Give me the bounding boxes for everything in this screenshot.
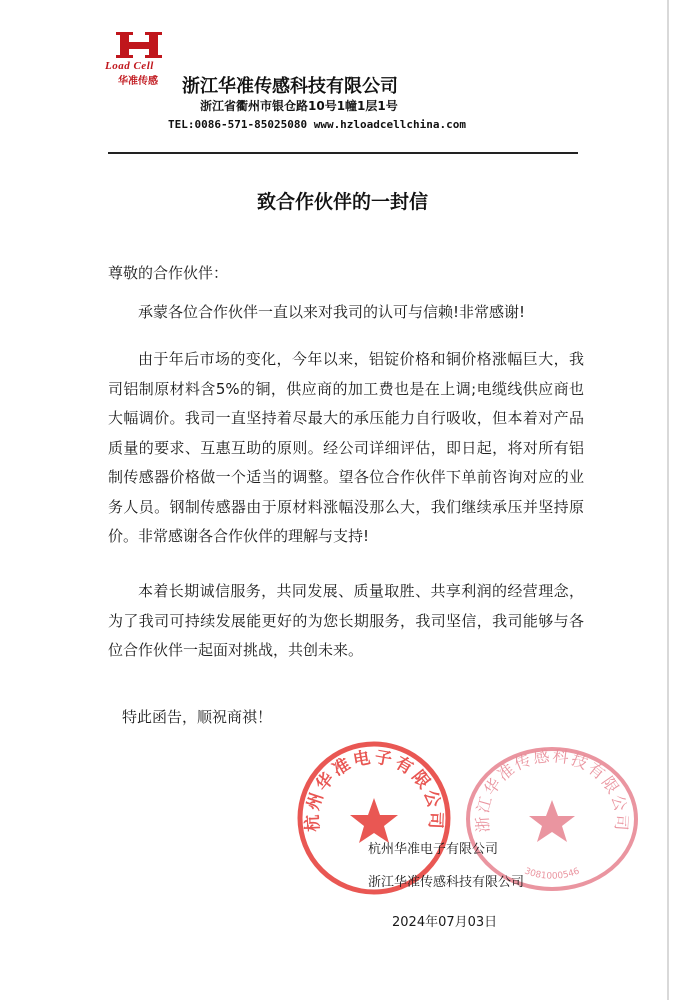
svg-text:浙江华准传感科技有限公司: 浙江华准传感科技有限公司 xyxy=(472,746,632,834)
logo-text: Load Cell xyxy=(105,60,154,72)
page-edge-line xyxy=(667,0,669,1000)
letter-date: 2024年07月03日 xyxy=(392,915,498,930)
company-address: 浙江省衢州市银仓路10号1幢1层1号 xyxy=(200,99,398,113)
svg-text:杭州华准电子有限公司: 杭州华准电子有限公司 xyxy=(302,747,446,833)
logo-chinese-name: 华准传感 xyxy=(118,76,158,87)
paragraph-commitment: 本着长期诚信服务，共同发展、质量取胜、共享利润的经营理念，为了我司可持续发展能更好的为您长期服务，我司坚信，我司能够与各位合作伙伴一起面对挑战，共创未来。 xyxy=(108,582,584,659)
signatory-zhejiang: 浙江华准传感科技有限公司 xyxy=(368,875,525,890)
paragraph-price-adjustment: 由于年后市场的变化，今年以来，铝锭价格和铜价格涨幅巨大，我司铝制原材料含5%的铜，供应商的加工费也是在上调;电缆线供应商也大幅调价。我司一直坚持着尽最大的承压能力自行吸收，但本着对产品质量的要求、互惠互助的原则。经公司详细评估，即日起，将对所有铝制传感器价格做一个适当的调整。望各位合作伙伴下单前咨询对应的业务人员。钢制传感器由于原材料涨幅没那么大，我们继续承压并坚持原价。非常感谢各合作伙伴的理解与支持! xyxy=(108,350,584,545)
signatory-hangzhou: 杭州华准电子有限公司 xyxy=(368,842,499,857)
letter-title: 致合作伙伴的一封信 xyxy=(256,191,428,213)
company-name: 浙江华准传感科技有限公司 xyxy=(182,76,398,97)
company-contact: TEL:0086-571-85025080 www.hzloadcellchina.com xyxy=(168,118,467,131)
paragraph-thanks: 承蒙各位合作伙伴一直以来对我司的认可与信赖!非常感谢! xyxy=(138,303,526,321)
header-divider xyxy=(108,152,578,154)
closing-line: 特此函告，顺祝商祺！ xyxy=(122,708,273,726)
salutation: 尊敬的合作伙伴： xyxy=(108,264,229,282)
svg-text:3081000546: 3081000546 xyxy=(522,866,582,882)
